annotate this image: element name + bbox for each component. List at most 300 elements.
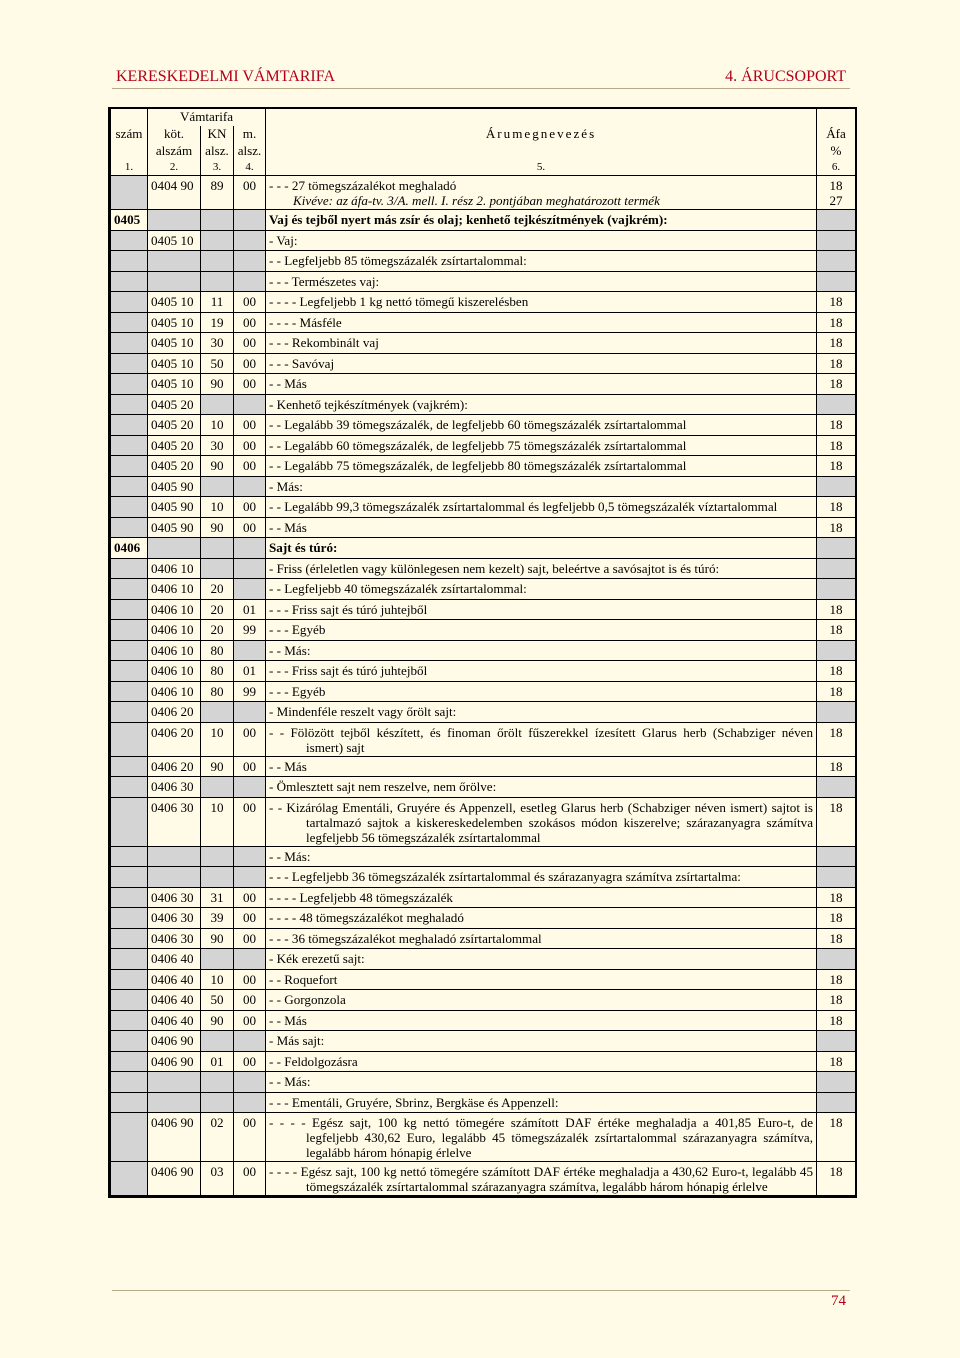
header-kn: KN	[201, 126, 234, 143]
cell-kn-alszam: 89	[201, 176, 234, 210]
description-text: - Friss (érleletlen vagy különlegesen nem kezelt) sajt, beleértve a savósajtot is és túró:	[269, 560, 720, 576]
table-row	[111, 353, 856, 374]
cell-description	[266, 312, 817, 333]
cell-description	[266, 640, 817, 661]
cell-kot-alszam: 0405 10	[148, 312, 201, 333]
cell-m-alszam: 00	[234, 374, 266, 395]
table-row	[111, 538, 856, 559]
cell-kot-alszam	[148, 271, 201, 292]
cell-kn-alszam	[201, 476, 234, 497]
cell-afa	[817, 640, 856, 661]
cell-m-alszam: 00	[234, 497, 266, 518]
cell-m-alszam	[234, 846, 266, 867]
cell-description	[266, 558, 817, 579]
description-text: - - Más:	[269, 642, 311, 658]
table-row	[111, 990, 856, 1011]
cell-description	[266, 599, 817, 620]
cell-heading-number	[111, 517, 148, 538]
cell-heading-number	[111, 620, 148, 641]
cell-kot-alszam: 0405 20	[148, 415, 201, 436]
cell-afa	[817, 271, 856, 292]
description-text: - - Más	[269, 376, 307, 391]
cell-m-alszam	[234, 579, 266, 600]
cell-m-alszam	[234, 230, 266, 251]
cell-kot-alszam: 0405 20	[148, 394, 201, 415]
cell-description	[266, 661, 817, 682]
cell-heading-number	[111, 497, 148, 518]
cell-heading-number	[111, 435, 148, 456]
cell-m-alszam	[234, 251, 266, 272]
cell-description	[266, 394, 817, 415]
cell-kn-alszam: 50	[201, 353, 234, 374]
cell-description	[266, 210, 817, 231]
cell-kn-alszam: 20	[201, 620, 234, 641]
cell-kn-alszam	[201, 867, 234, 888]
cell-description	[266, 702, 817, 723]
cell-description	[266, 846, 817, 867]
cell-heading-number	[111, 640, 148, 661]
cell-heading-number	[111, 908, 148, 929]
afa-value: 18	[829, 622, 843, 637]
cell-description	[266, 797, 817, 846]
table-row	[111, 210, 856, 231]
cell-description	[266, 1051, 817, 1072]
cell-kn-alszam: 30	[201, 435, 234, 456]
cell-description	[266, 497, 817, 518]
cell-heading-number	[111, 867, 148, 888]
cell-description	[266, 1072, 817, 1093]
cell-kn-alszam: 39	[201, 908, 234, 929]
cell-m-alszam	[234, 777, 266, 798]
cell-kn-alszam: 10	[201, 415, 234, 436]
table-row	[111, 887, 856, 908]
cell-description	[266, 928, 817, 949]
afa-value: 18	[829, 1012, 843, 1028]
cell-kot-alszam: 0406 40	[148, 1010, 201, 1031]
cell-afa	[817, 251, 856, 272]
cell-m-alszam: 99	[234, 620, 266, 641]
header-m: m.	[234, 126, 266, 143]
cell-heading-number	[111, 846, 148, 867]
tariff-table	[110, 109, 856, 1196]
cell-description	[266, 908, 817, 929]
cell-m-alszam: 00	[234, 1113, 266, 1162]
cell-heading-number	[111, 1092, 148, 1113]
description-text: - - - - Egész sajt, 100 kg nettó tömegére számított DAF értéke meghaladja a 401,85 Euro-t, de legfeljebb 430,62 Euro, legalább 45 tömegszázalék zsírtartalommal szárazanyagra számítva, legalább három hónapig érlelve	[269, 1115, 814, 1160]
table-row	[111, 1162, 856, 1196]
cell-m-alszam	[234, 1031, 266, 1052]
cell-m-alszam: 00	[234, 333, 266, 354]
cell-heading-number	[111, 661, 148, 682]
afa-value: 18	[829, 355, 843, 371]
afa-value: 18	[829, 992, 843, 1007]
cell-heading-number	[111, 681, 148, 702]
description-text: - - Feldolgozásra	[269, 1053, 358, 1069]
cell-afa	[817, 599, 856, 620]
table-row	[111, 620, 856, 641]
description-text: - Mindenféle reszelt vagy őrölt sajt:	[269, 704, 457, 719]
table-row	[111, 415, 856, 436]
cell-afa	[817, 517, 856, 538]
cell-kot-alszam	[148, 1092, 201, 1113]
cell-afa	[817, 661, 856, 682]
table-row	[111, 333, 856, 354]
cell-afa	[817, 497, 856, 518]
cell-afa	[817, 374, 856, 395]
table-row	[111, 702, 856, 723]
header-title-right: 4. ÁRUCSOPORT	[725, 68, 846, 85]
afa-value: 18	[829, 335, 843, 350]
cell-description	[266, 579, 817, 600]
cell-heading-number	[111, 353, 148, 374]
description-text: - - - - Egész sajt, 100 kg nettó tömegére számított DAF értéke meghaladja a 430,62 Euro-t, legalább 45 tömegszázalék zsírtartalommal szárazanyagra számítva, legalább három hónapig érlelve	[269, 1164, 814, 1194]
cell-description	[266, 990, 817, 1011]
table-row	[111, 435, 856, 456]
table-row	[111, 949, 856, 970]
cell-kn-alszam	[201, 846, 234, 867]
table-row	[111, 640, 856, 661]
afa-value: 18	[829, 178, 843, 193]
cell-m-alszam: 00	[234, 797, 266, 846]
cell-kn-alszam	[201, 1092, 234, 1113]
table-row	[111, 456, 856, 477]
description-text: Sajt és túró:	[269, 540, 338, 555]
cell-heading-number	[111, 271, 148, 292]
cell-kot-alszam	[148, 1072, 201, 1093]
header-szam: szám	[111, 126, 148, 143]
cell-m-alszam: 00	[234, 887, 266, 908]
cell-afa	[817, 394, 856, 415]
cell-afa	[817, 990, 856, 1011]
cell-kot-alszam: 0405 10	[148, 374, 201, 395]
cell-m-alszam: 01	[234, 661, 266, 682]
description-text: - - Más	[269, 758, 307, 774]
cell-kot-alszam: 0405 10	[148, 230, 201, 251]
afa-value: 18	[829, 376, 843, 391]
cell-heading-number	[111, 599, 148, 620]
description-text: Vaj és tejből nyert más zsír és olaj; kenhető tejkészítmények (vajkrém):	[269, 212, 668, 227]
header-kn-alsz: alsz.	[201, 143, 234, 160]
cell-description	[266, 333, 817, 354]
afa-value: 18	[829, 314, 843, 330]
afa-value: 18	[829, 417, 843, 432]
cell-kot-alszam: 0406 10	[148, 579, 201, 600]
cell-m-alszam	[234, 1092, 266, 1113]
cell-description	[266, 969, 817, 990]
cell-kn-alszam	[201, 251, 234, 272]
table-row	[111, 969, 856, 990]
cell-afa	[817, 579, 856, 600]
cell-heading-number	[111, 558, 148, 579]
cell-description	[266, 517, 817, 538]
col-number-4: 4.	[234, 160, 266, 176]
header-afa-percent: %	[817, 143, 856, 160]
cell-m-alszam: 00	[234, 1051, 266, 1072]
cell-afa	[817, 210, 856, 231]
table-row	[111, 599, 856, 620]
cell-kot-alszam: 0406 10	[148, 558, 201, 579]
cell-kn-alszam	[201, 538, 234, 559]
cell-kn-alszam: 90	[201, 374, 234, 395]
cell-m-alszam: 00	[234, 353, 266, 374]
cell-kn-alszam: 30	[201, 333, 234, 354]
cell-afa	[817, 333, 856, 354]
afa-value: 18	[829, 437, 843, 453]
cell-heading-number	[111, 887, 148, 908]
table-row	[111, 374, 856, 395]
description-text: - - Legfeljebb 40 tömegszázalék zsírtartalommal:	[269, 581, 527, 596]
description-text: - - Legalább 99,3 tömegszázalék zsírtartalommal és legfeljebb 0,5 tömegszázalék víztartalommal	[269, 499, 778, 514]
description-text: - - - - Legfeljebb 1 kg nettó tömegű kiszerelésben	[269, 294, 529, 309]
cell-afa	[817, 702, 856, 723]
table-row	[111, 867, 856, 888]
cell-afa	[817, 353, 856, 374]
afa-value: 18	[829, 458, 843, 473]
col-number-2: 2.	[148, 160, 201, 176]
cell-kn-alszam: 90	[201, 756, 234, 777]
afa-value: 18	[829, 930, 843, 946]
cell-m-alszam	[234, 867, 266, 888]
cell-m-alszam: 00	[234, 312, 266, 333]
cell-kot-alszam: 0406 10	[148, 640, 201, 661]
cell-kn-alszam	[201, 777, 234, 798]
cell-kn-alszam	[201, 230, 234, 251]
cell-heading-number	[111, 949, 148, 970]
cell-m-alszam: 00	[234, 292, 266, 313]
table-row	[111, 497, 856, 518]
afa-value: 18	[829, 683, 843, 699]
cell-m-alszam: 00	[234, 990, 266, 1011]
cell-kn-alszam: 31	[201, 887, 234, 908]
cell-afa	[817, 797, 856, 846]
afa-value: 18	[829, 663, 843, 678]
header-title-left: KERESKEDELMI VÁMTARIFA	[116, 68, 336, 85]
table-row	[111, 517, 856, 538]
description-text: - - - Rekombinált vaj	[269, 335, 379, 350]
description-text: - - - - 48 tömegszázalékot meghaladó	[269, 910, 464, 925]
afa-value: 18	[829, 1115, 843, 1130]
cell-afa	[817, 969, 856, 990]
cell-kn-alszam	[201, 949, 234, 970]
cell-afa	[817, 722, 856, 756]
cell-m-alszam	[234, 640, 266, 661]
afa-value: 18	[829, 971, 843, 987]
description-text: - - - - Legfeljebb 48 tömegszázalék	[269, 889, 453, 905]
cell-description	[266, 1113, 817, 1162]
cell-kn-alszam: 80	[201, 640, 234, 661]
table-row	[111, 908, 856, 929]
cell-heading-number	[111, 312, 148, 333]
cell-m-alszam: 99	[234, 681, 266, 702]
cell-heading-number	[111, 176, 148, 210]
cell-m-alszam	[234, 271, 266, 292]
cell-heading-number	[111, 374, 148, 395]
cell-afa	[817, 558, 856, 579]
header-m-alsz: alsz.	[234, 143, 266, 160]
description-text: - - Legalább 39 tömegszázalék, de legfeljebb 60 tömegszázalék zsírtartalommal	[269, 417, 687, 432]
col-number-3: 3.	[201, 160, 234, 176]
cell-m-alszam: 00	[234, 456, 266, 477]
cell-m-alszam: 00	[234, 756, 266, 777]
cell-kn-alszam: 10	[201, 497, 234, 518]
cell-kot-alszam: 0406 10	[148, 661, 201, 682]
cell-kot-alszam: 0406 10	[148, 599, 201, 620]
table-row	[111, 1072, 856, 1093]
cell-afa	[817, 620, 856, 641]
cell-afa	[817, 681, 856, 702]
cell-kn-alszam: 19	[201, 312, 234, 333]
cell-heading-number	[111, 415, 148, 436]
table-row	[111, 1092, 856, 1113]
cell-m-alszam: 00	[234, 415, 266, 436]
tariff-table-body	[111, 176, 856, 1196]
cell-afa	[817, 1072, 856, 1093]
cell-description	[266, 435, 817, 456]
cell-kot-alszam: 0406 10	[148, 681, 201, 702]
cell-m-alszam	[234, 210, 266, 231]
cell-afa	[817, 908, 856, 929]
cell-kot-alszam: 0405 20	[148, 435, 201, 456]
cell-description	[266, 1031, 817, 1052]
cell-kot-alszam: 0406 30	[148, 928, 201, 949]
cell-m-alszam	[234, 558, 266, 579]
col-number-6: 6.	[817, 160, 856, 176]
cell-description	[266, 1092, 817, 1113]
table-row	[111, 476, 856, 497]
cell-heading-number: 0406	[111, 538, 148, 559]
cell-afa	[817, 756, 856, 777]
cell-m-alszam	[234, 702, 266, 723]
afa-value: 18	[829, 519, 843, 535]
cell-afa	[817, 1031, 856, 1052]
afa-value: 18	[829, 799, 843, 815]
description-text: - - - Egyéb	[269, 683, 326, 699]
description-text: - - Fölözött tejből készített, és finoman őrölt fűszerekkel ízesített Glarus herb (Schabziger néven ismert) sajt	[269, 724, 814, 755]
header-kot: köt.	[148, 126, 201, 143]
cell-heading-number	[111, 756, 148, 777]
cell-kot-alszam: 0406 10	[148, 620, 201, 641]
cell-description	[266, 292, 817, 313]
cell-kot-alszam	[148, 251, 201, 272]
table-row	[111, 1113, 856, 1162]
cell-kot-alszam: 0406 30	[148, 777, 201, 798]
cell-kn-alszam	[201, 394, 234, 415]
cell-description	[266, 949, 817, 970]
cell-kn-alszam: 90	[201, 928, 234, 949]
cell-afa	[817, 230, 856, 251]
cell-heading-number	[111, 777, 148, 798]
cell-m-alszam	[234, 538, 266, 559]
cell-kn-alszam: 20	[201, 599, 234, 620]
table-row	[111, 292, 856, 313]
cell-heading-number	[111, 394, 148, 415]
cell-kn-alszam: 80	[201, 681, 234, 702]
description-text: - - - Ementáli, Gruyére, Sbrinz, Bergkäse és Appenzell:	[269, 1094, 559, 1110]
cell-m-alszam: 00	[234, 722, 266, 756]
cell-kot-alszam: 0405 90	[148, 497, 201, 518]
description-text: - - - - Másféle	[269, 314, 342, 330]
table-row	[111, 1031, 856, 1052]
cell-heading-number	[111, 1113, 148, 1162]
table-row	[111, 1010, 856, 1031]
description-text: - - Más:	[269, 1074, 311, 1089]
cell-kot-alszam: 0406 20	[148, 722, 201, 756]
cell-description	[266, 1162, 817, 1196]
afa-value: 18	[829, 724, 843, 740]
cell-afa	[817, 435, 856, 456]
description-text: - Más sajt:	[269, 1033, 325, 1048]
cell-kn-alszam: 10	[201, 797, 234, 846]
cell-afa	[817, 846, 856, 867]
afa-value: 18	[829, 758, 843, 774]
cell-kn-alszam: 03	[201, 1162, 234, 1196]
description-text: - - - Savóvaj	[269, 355, 335, 371]
cell-m-alszam	[234, 476, 266, 497]
table-row	[111, 230, 856, 251]
description-text: - Vaj:	[269, 232, 298, 248]
cell-description	[266, 374, 817, 395]
cell-afa	[817, 1092, 856, 1113]
cell-m-alszam	[234, 1072, 266, 1093]
cell-heading-number	[111, 456, 148, 477]
cell-afa	[817, 538, 856, 559]
description-text: - Más:	[269, 478, 303, 494]
cell-afa	[817, 456, 856, 477]
cell-afa	[817, 1051, 856, 1072]
afa-value: 18	[829, 910, 843, 925]
cell-m-alszam	[234, 394, 266, 415]
cell-m-alszam: 00	[234, 1010, 266, 1031]
cell-m-alszam: 00	[234, 435, 266, 456]
header-afa: Áfa	[817, 126, 856, 143]
cell-kn-alszam	[201, 1031, 234, 1052]
table-row	[111, 681, 856, 702]
cell-description	[266, 456, 817, 477]
cell-kn-alszam: 01	[201, 1051, 234, 1072]
cell-afa	[817, 1010, 856, 1031]
cell-heading-number	[111, 1162, 148, 1196]
cell-kot-alszam	[148, 846, 201, 867]
cell-heading-number	[111, 251, 148, 272]
cell-description	[266, 353, 817, 374]
page-number: 74	[831, 1293, 846, 1309]
cell-kn-alszam: 90	[201, 1010, 234, 1031]
afa-value: 18	[829, 499, 843, 514]
cell-description	[266, 681, 817, 702]
tariff-table-container	[108, 107, 857, 1198]
cell-m-alszam: 00	[234, 908, 266, 929]
cell-heading-number: 0405	[111, 210, 148, 231]
cell-heading-number	[111, 333, 148, 354]
table-row	[111, 797, 856, 846]
description-text: - - - Friss sajt és túró juhtejből	[269, 601, 428, 617]
cell-m-alszam: 00	[234, 176, 266, 210]
cell-kn-alszam: 10	[201, 722, 234, 756]
cell-afa	[817, 887, 856, 908]
cell-kot-alszam: 0405 10	[148, 353, 201, 374]
cell-kn-alszam: 50	[201, 990, 234, 1011]
cell-kot-alszam: 0406 30	[148, 797, 201, 846]
description-text: - - Roquefort	[269, 971, 338, 987]
afa-value: 18	[829, 1164, 843, 1179]
description-text: - - Más	[269, 519, 307, 535]
table-row	[111, 558, 856, 579]
description-text: - - - Természetes vaj:	[269, 273, 380, 289]
page-header	[112, 66, 850, 89]
table-row	[111, 756, 856, 777]
cell-kot-alszam: 0406 30	[148, 908, 201, 929]
afa-value: 18	[829, 294, 843, 309]
